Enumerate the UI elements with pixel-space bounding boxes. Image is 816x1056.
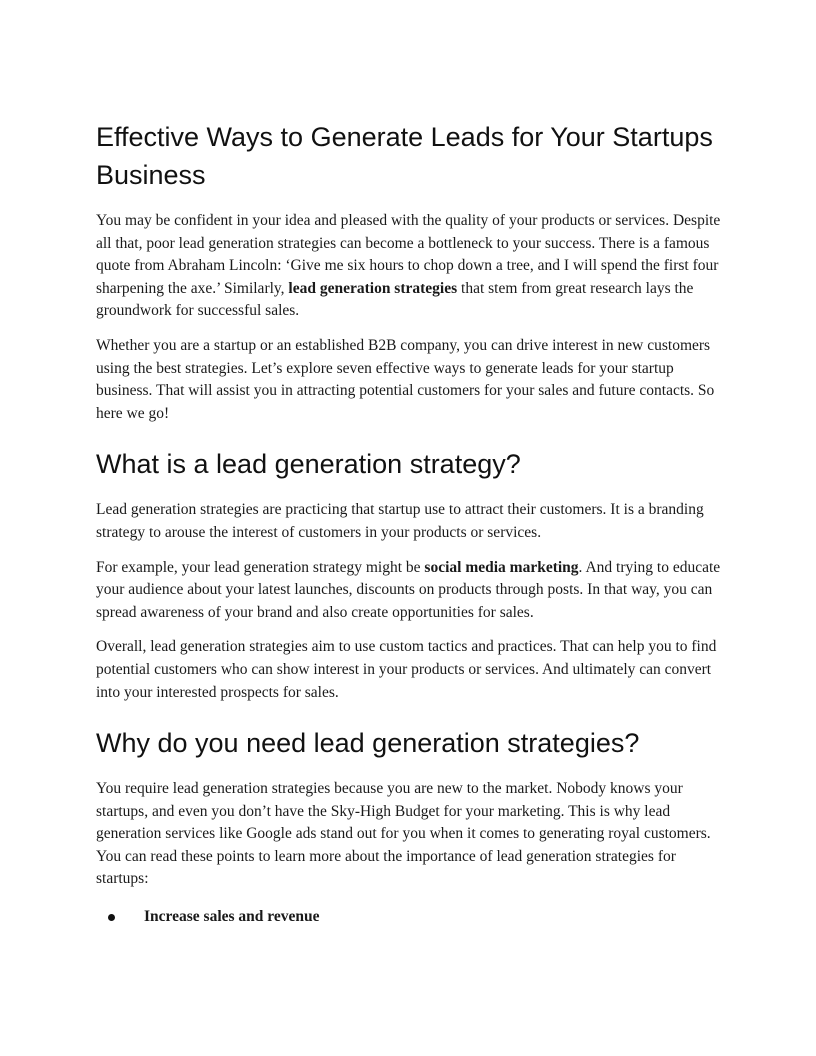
- bullet-text: Increase sales and revenue: [144, 908, 320, 926]
- section-heading-what-is: What is a lead generation strategy?: [96, 449, 521, 480]
- list-item: [108, 906, 726, 928]
- intro-paragraph-2: Whether you are a startup or an established B2B company, you can drive interest in new customers using the best strategies. Let’s explore seven effective ways to generate leads for your startup business. That will assist you in attracting potential customers for your sales and future contacts. So here we go!: [96, 336, 715, 422]
- section-heading-why-need: Why do you need lead generation strategies?: [96, 728, 640, 759]
- section1-p2-text-b: . And trying to educate your audience about your latest launches, discounts on products through posts. In that way, you can spread awareness of your brand and also create opportunities for sales.: [96, 558, 721, 621]
- section1-paragraph-3: Overall, lead generation strategies aim to use custom tactics and practices. That can help you to find potential customers who can show interest in your products or services. And ultimately can convert into your interested prospects for sales.: [96, 638, 717, 701]
- bullet-dot-icon: [108, 914, 115, 921]
- intro-p1-bold: lead generation strategies: [288, 279, 458, 297]
- section1-paragraph-1: Lead generation strategies are practicing that startup use to attract their customers. It is a branding strategy to arouse the interest of customers in your products or services.: [96, 501, 704, 541]
- intro-p1-text-a: You may be confident in your idea and pleased with the quality of your products or services. Despite all that, poor lead generation strategies can become a bottleneck to your success. There is a famous quote from Abraham Lincoln: ‘Give me six hours to chop down a tree, and I will spend the first four sharpening the axe.’ Similarly,: [96, 212, 721, 297]
- intro-paragraph-1: [96, 210, 726, 323]
- intro-p1-text-b: that stem from great research lays the groundwork for successful sales.: [96, 279, 694, 320]
- section1-p2-text-a: For example, your lead generation strategy might be: [96, 558, 425, 576]
- document-title: Effective Ways to Generate Leads for Your Startups Business: [96, 122, 713, 190]
- bullet-list: [96, 906, 726, 928]
- document-page: [96, 118, 726, 928]
- section2-paragraph-1: You require lead generation strategies because you are new to the market. Nobody knows your startups, and even you don’t have the Sky-High Budget for your marketing. This is why lead generation services like Google ads stand out for you when it comes to generating royal customers. You can read these points to learn more about the importance of lead generation strategies for startups:: [96, 780, 711, 888]
- section1-paragraph-2: [96, 557, 726, 625]
- section1-p2-bold: social media marketing: [424, 558, 579, 576]
